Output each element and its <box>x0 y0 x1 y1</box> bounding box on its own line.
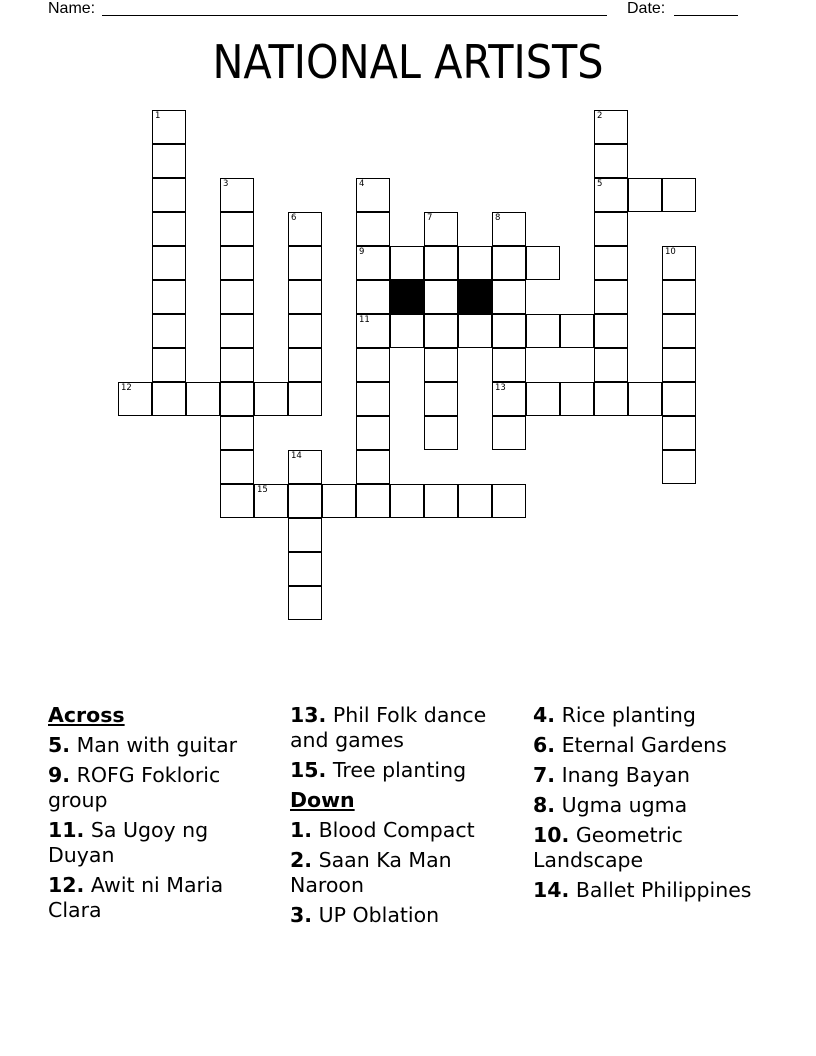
grid-cell[interactable] <box>220 246 254 280</box>
clue-number: 6 <box>291 213 297 223</box>
grid-cell[interactable] <box>424 246 458 280</box>
clue-across-5: 5. Man with guitar <box>48 733 238 757</box>
clue-down-3: 3. UP Oblation <box>290 903 440 927</box>
grid-cell[interactable] <box>390 314 424 348</box>
clue-number: 14 <box>291 451 302 461</box>
grid-cell[interactable] <box>356 450 390 484</box>
grid-cell[interactable] <box>220 348 254 382</box>
grid-cell[interactable] <box>458 314 492 348</box>
grid-cell[interactable] <box>186 382 220 416</box>
grid-cell[interactable] <box>356 212 390 246</box>
grid-cell[interactable] <box>594 144 628 178</box>
clue-down-8: 8. Ugma ugma <box>533 793 688 817</box>
clue-number: 2 <box>597 111 603 121</box>
grid-cell[interactable] <box>152 348 186 382</box>
clue-number: 9 <box>359 247 365 257</box>
grid-cell[interactable] <box>424 348 458 382</box>
grid-cell[interactable] <box>152 314 186 348</box>
grid-cell[interactable] <box>152 144 186 178</box>
across-heading: Across <box>48 703 125 727</box>
grid-cell[interactable] <box>220 280 254 314</box>
grid-cell[interactable] <box>356 348 390 382</box>
grid-cell[interactable] <box>220 178 254 212</box>
clue-down-4: 4. Rice planting <box>533 703 696 727</box>
grid-cell[interactable] <box>526 314 560 348</box>
grid-cell[interactable] <box>628 382 662 416</box>
grid-cell[interactable] <box>152 178 186 212</box>
clue-number: 8 <box>495 213 501 223</box>
clue-across-9: 9. ROFG Fokloric group <box>48 763 221 812</box>
clue-down-2: 2. Saan Ka Man Naroon <box>290 848 452 897</box>
grid-cell[interactable] <box>322 484 356 518</box>
clue-number: 1 <box>155 111 161 121</box>
clue-down-7: 7. Inang Bayan <box>533 763 691 787</box>
grid-cell[interactable] <box>492 314 526 348</box>
grid-cell[interactable] <box>662 178 696 212</box>
grid-cell[interactable] <box>288 246 322 280</box>
grid-cell[interactable] <box>662 450 696 484</box>
grid-cell[interactable] <box>220 484 254 518</box>
grid-cell[interactable] <box>424 382 458 416</box>
grid-cell[interactable] <box>628 178 662 212</box>
page-title: NATIONAL ARTISTS <box>212 35 604 89</box>
clue-across-15: 15. Tree planting <box>290 758 467 782</box>
grid-cell[interactable] <box>492 246 526 280</box>
grid-cell[interactable] <box>220 382 254 416</box>
grid-cell[interactable] <box>424 484 458 518</box>
grid-cell[interactable] <box>288 212 322 246</box>
clue-down-10: 10. Geometric Landscape <box>533 823 683 872</box>
grid-cell[interactable] <box>254 484 288 518</box>
clue-across-12: 12. Awit ni Maria Clara <box>48 873 224 922</box>
clue-down-6: 6. Eternal Gardens <box>533 733 727 757</box>
grid-cell[interactable] <box>288 450 322 484</box>
clue-list <box>48 703 768 963</box>
grid-cell[interactable] <box>560 314 594 348</box>
clue-number: 7 <box>427 213 433 223</box>
clue-number: 3 <box>223 179 229 189</box>
clue-down-14: 14. Ballet Philippines <box>533 878 752 902</box>
grid-cell[interactable] <box>492 212 526 246</box>
grid-cell[interactable] <box>492 280 526 314</box>
grid-cell[interactable] <box>458 246 492 280</box>
clue-across-11: 11. Sa Ugoy ng Duyan <box>48 818 209 867</box>
grid-cell[interactable] <box>424 314 458 348</box>
clue-number: 5 <box>597 179 603 189</box>
clue-number: 13 <box>495 383 506 393</box>
clue-column-3 <box>533 703 763 908</box>
clue-down-1: 1. Blood Compact <box>290 818 475 842</box>
grid-cell[interactable] <box>594 110 628 144</box>
blocked-cell <box>390 280 424 314</box>
grid-cell[interactable] <box>560 382 594 416</box>
grid-cell[interactable] <box>594 382 628 416</box>
clue-number: 11 <box>359 315 370 325</box>
grid-cell[interactable] <box>288 518 322 552</box>
grid-cell[interactable] <box>356 246 390 280</box>
grid-cell[interactable] <box>424 212 458 246</box>
clue-number: 10 <box>665 247 676 257</box>
grid-cell[interactable] <box>662 416 696 450</box>
grid-cell[interactable] <box>254 382 288 416</box>
grid-cell[interactable] <box>458 484 492 518</box>
grid-cell[interactable] <box>356 416 390 450</box>
grid-cell[interactable] <box>526 246 560 280</box>
grid-cell[interactable] <box>594 212 628 246</box>
grid-cell[interactable] <box>356 382 390 416</box>
grid-cell[interactable] <box>288 314 322 348</box>
clue-column-1 <box>48 703 278 928</box>
grid-cell[interactable] <box>288 348 322 382</box>
down-heading: Down <box>290 788 355 812</box>
grid-cell[interactable] <box>594 246 628 280</box>
grid-cell[interactable] <box>356 314 390 348</box>
grid-cell[interactable] <box>424 416 458 450</box>
clue-number: 15 <box>257 485 268 495</box>
grid-cell[interactable] <box>288 552 322 586</box>
clue-number: 12 <box>121 383 132 393</box>
date-label: Date: <box>627 0 666 17</box>
grid-cell[interactable] <box>390 484 424 518</box>
grid-cell[interactable] <box>662 246 696 280</box>
grid-cell[interactable] <box>594 314 628 348</box>
grid-cell[interactable] <box>288 382 322 416</box>
grid-cell[interactable] <box>220 314 254 348</box>
grid-cell[interactable] <box>492 484 526 518</box>
grid-cell[interactable] <box>152 382 186 416</box>
grid-cell[interactable] <box>492 348 526 382</box>
grid-cell[interactable] <box>118 382 152 416</box>
clue-across-13: 13. Phil Folk dance and games <box>290 703 487 752</box>
grid-cell[interactable] <box>220 450 254 484</box>
grid-cell[interactable] <box>526 382 560 416</box>
grid-cell[interactable] <box>662 348 696 382</box>
clue-column-2 <box>290 703 520 933</box>
name-label: Name: <box>48 0 96 17</box>
grid-cell[interactable] <box>662 382 696 416</box>
grid-cell[interactable] <box>152 280 186 314</box>
grid-cell[interactable] <box>662 280 696 314</box>
grid-cell[interactable] <box>288 586 322 620</box>
grid-cell[interactable] <box>390 246 424 280</box>
grid-cell[interactable] <box>152 110 186 144</box>
blocked-cell <box>458 280 492 314</box>
grid-cell[interactable] <box>220 416 254 450</box>
grid-cell[interactable] <box>594 280 628 314</box>
clue-number: 4 <box>359 179 365 189</box>
grid-cell[interactable] <box>594 178 628 212</box>
grid-cell[interactable] <box>492 382 526 416</box>
grid-cell[interactable] <box>288 280 322 314</box>
grid-cell[interactable] <box>492 416 526 450</box>
grid-cell[interactable] <box>356 178 390 212</box>
grid-cell[interactable] <box>356 280 390 314</box>
grid-cell[interactable] <box>662 314 696 348</box>
grid-cell[interactable] <box>288 484 322 518</box>
grid-cell[interactable] <box>152 246 186 280</box>
grid-cell[interactable] <box>152 212 186 246</box>
grid-cell[interactable] <box>356 484 390 518</box>
grid-cell[interactable] <box>594 348 628 382</box>
grid-cell[interactable] <box>424 280 458 314</box>
grid-cell[interactable] <box>220 212 254 246</box>
